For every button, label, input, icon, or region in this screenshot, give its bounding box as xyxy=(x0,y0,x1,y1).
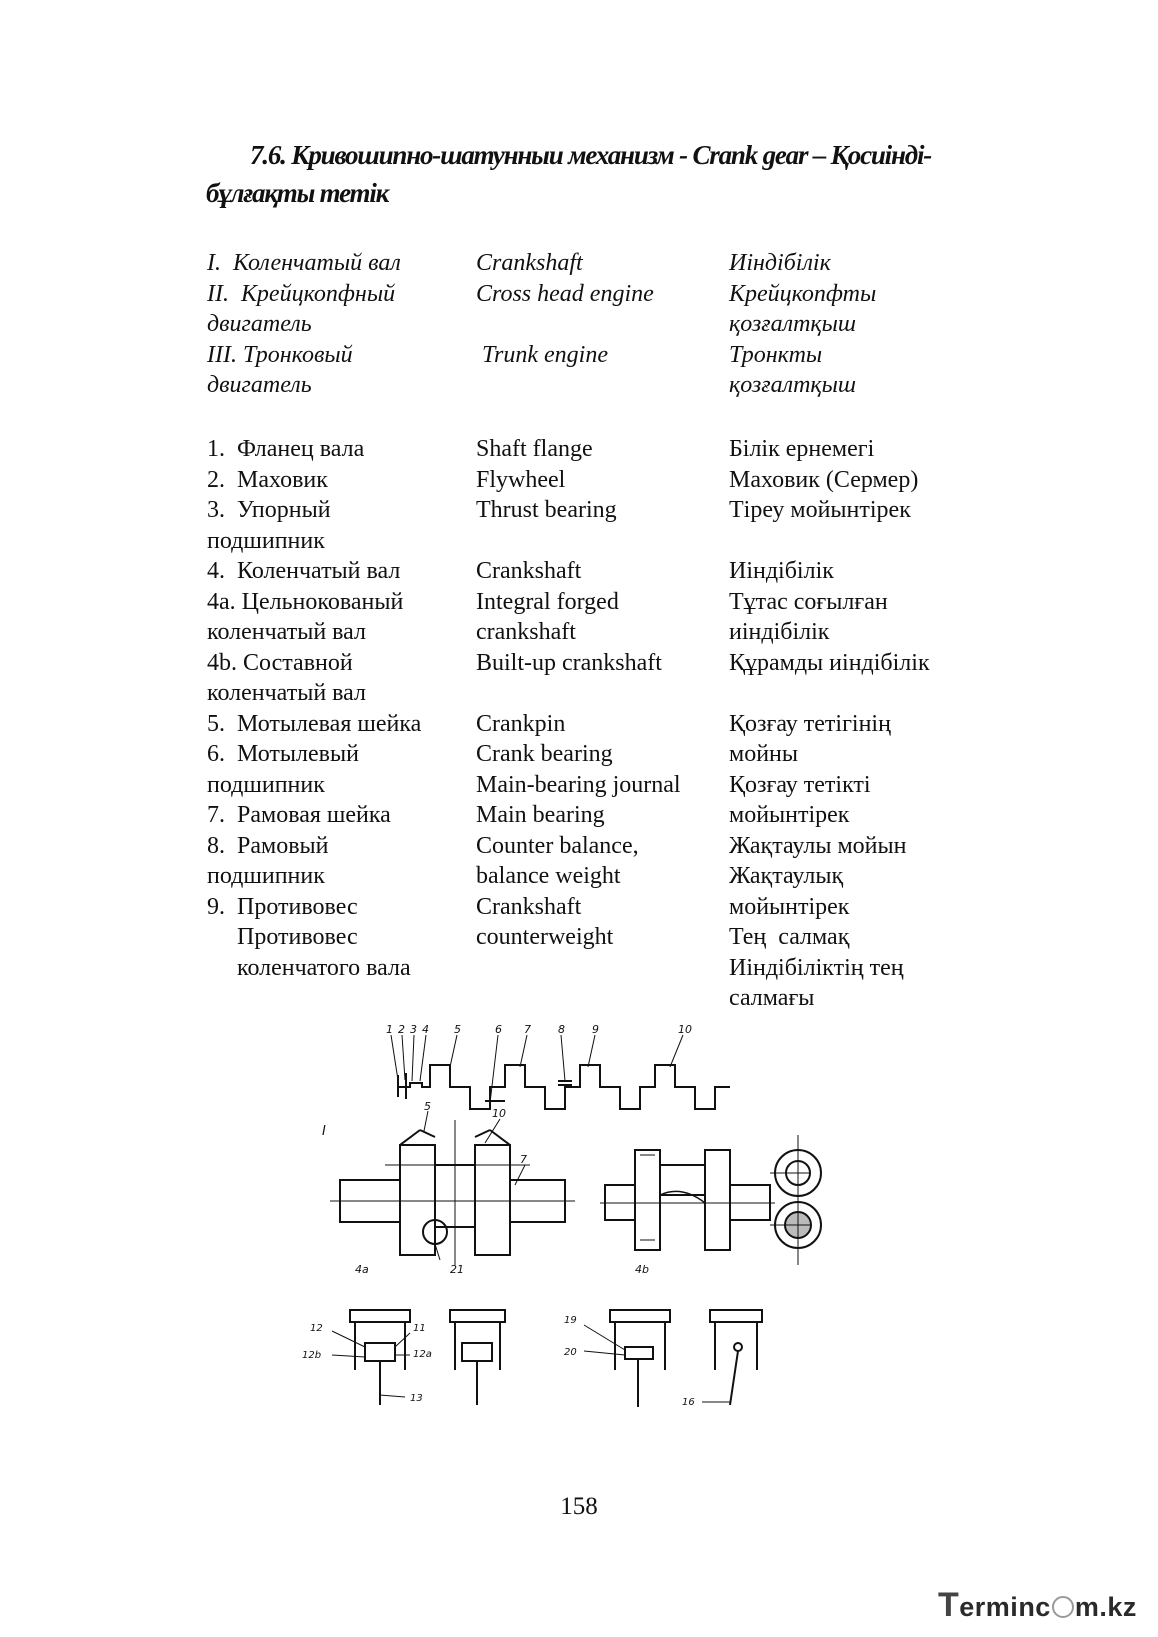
diagram-label: 6 xyxy=(495,1023,502,1036)
diagram-label: 7 xyxy=(520,1153,527,1166)
group-term-en: Cross head engine xyxy=(476,280,654,307)
diagram-label: 5 xyxy=(424,1100,431,1113)
built-up-labels xyxy=(635,1263,649,1276)
term-line: Противовес xyxy=(207,924,358,950)
term-line: 4а. Цельнокованый xyxy=(207,588,404,615)
diagram-label: 11 xyxy=(413,1323,426,1334)
term-line: Flywheel xyxy=(476,466,566,493)
page-number: 158 xyxy=(560,1493,598,1520)
diagram-label: 3 xyxy=(410,1023,417,1036)
diagram-label: 12a xyxy=(413,1349,432,1360)
group-term-ru: II. Крейцкопфный двигатель xyxy=(207,280,402,337)
term-line: Тең салмақ xyxy=(729,924,850,950)
group-term-kk: Крейцкопфты қозғалтқыш xyxy=(729,280,883,337)
term-line: crankshaft xyxy=(476,619,576,645)
group-term-kk: Иіндібілік xyxy=(729,250,831,276)
section-heading-line-1: 7.6. Кривошипно-шатунныи механизм - Crank gear – Қосиінді- xyxy=(250,140,932,170)
integral-crankshaft xyxy=(330,1120,575,1265)
term-line: 1. Фланец вала xyxy=(207,436,365,462)
piston-labels xyxy=(302,1315,695,1408)
group-term-en: Crankshaft xyxy=(476,250,583,276)
term-line: 4. Коленчатый вал xyxy=(207,558,401,584)
group-terms-kazakh xyxy=(729,248,989,401)
term-line: 9. Противовес xyxy=(207,893,358,920)
diagram-label: 9 xyxy=(592,1023,599,1036)
diagram-label: 13 xyxy=(410,1393,423,1404)
diagram-label: 16 xyxy=(682,1397,695,1408)
term-line: коленчатый вал xyxy=(207,619,367,645)
term-line: подшипник xyxy=(207,771,325,798)
crank-web-end-view xyxy=(770,1135,821,1265)
term-line: подшипник xyxy=(207,527,325,554)
group-term-kk: Тронкты қозғалтқыш xyxy=(729,341,857,398)
diagram-label: 1 xyxy=(386,1023,393,1036)
term-line: balance weight xyxy=(476,863,621,889)
term-line: 7. Рамовая шейка xyxy=(207,802,391,828)
diagram-label: 4b xyxy=(635,1263,649,1276)
diagram-label: I xyxy=(322,1124,326,1139)
terms-kazakh xyxy=(729,434,989,1014)
term-line: Integral forged xyxy=(476,588,619,615)
term-line: Тұтас соғылған xyxy=(729,588,888,615)
term-line: Жақтаулы мойын xyxy=(729,832,907,859)
diagram-label: 10 xyxy=(492,1107,506,1120)
term-line: 5. Мотылевая шейка xyxy=(207,710,422,737)
term-line: Shaft flange xyxy=(476,436,593,462)
section-heading-line-2: бұлғақты тетік xyxy=(206,178,389,208)
term-line: Құрамды иіндібілік xyxy=(729,649,930,676)
terms-english xyxy=(476,434,726,953)
integral-labels xyxy=(355,1100,527,1276)
term-line: Жақтаулық xyxy=(729,863,844,889)
group-terms-russian xyxy=(207,248,467,401)
diagram-label: 4a xyxy=(355,1263,369,1276)
term-line: Қозғау тетігінің xyxy=(729,710,891,737)
term-line: Crankshaft xyxy=(476,558,582,584)
built-up-crankshaft xyxy=(600,1150,775,1250)
term-line: 2. Маховик xyxy=(207,466,328,493)
term-line: мойны xyxy=(729,741,798,767)
diagram-label: 5 xyxy=(454,1023,461,1036)
term-line: Қозғау тетікті xyxy=(729,771,871,798)
diagram-label: 12 xyxy=(310,1323,323,1334)
term-line: Thrust bearing xyxy=(476,497,617,523)
term-line: салмағы xyxy=(729,985,815,1011)
term-line: counterweight xyxy=(476,924,614,950)
term-line: коленчатый вал xyxy=(207,680,367,706)
diagram-label: 20 xyxy=(564,1347,577,1358)
diagram-label: 10 xyxy=(678,1023,692,1036)
term-line: Crankpin xyxy=(476,710,566,737)
term-line: 3. Упорный xyxy=(207,497,331,523)
crankshaft-diagram xyxy=(302,1023,810,1445)
term-line: Crankshaft xyxy=(476,893,582,920)
term-line: Crank bearing xyxy=(476,741,613,767)
group-term-ru: III. Тронковый двигатель xyxy=(207,341,359,398)
term-line: Main bearing xyxy=(476,802,605,828)
term-line: 4b. Составной xyxy=(207,649,353,676)
term-line xyxy=(476,526,726,557)
term-line xyxy=(476,678,726,709)
term-line: 6. Мотылевый xyxy=(207,741,359,767)
diagram-label: 4 xyxy=(422,1023,429,1036)
term-line: подшипник xyxy=(207,863,325,889)
diagram-label: 2 xyxy=(398,1023,405,1036)
diagram-label: 8 xyxy=(558,1023,565,1036)
term-line xyxy=(729,678,989,709)
term-line: Тіреу мойынтірек xyxy=(729,497,911,523)
term-line: Иіндібіліктің тең xyxy=(729,954,904,981)
term-line: иіндібілік xyxy=(729,619,830,645)
term-line: коленчатого вала xyxy=(207,954,411,981)
diagram-label: 7 xyxy=(524,1023,531,1036)
term-line: 8. Рамовый xyxy=(207,832,329,859)
diagram-label: 19 xyxy=(564,1315,577,1326)
term-line: Иіндібілік xyxy=(729,558,834,584)
term-line: Built-up crankshaft xyxy=(476,649,662,676)
term-line: мойынтірек xyxy=(729,802,850,828)
group-term-ru: I. Коленчатый вал xyxy=(207,250,401,276)
term-line: мойынтірек xyxy=(729,893,850,920)
diagram-label: 21 xyxy=(450,1263,464,1276)
group-term-en: Trunk engine xyxy=(476,341,608,368)
terms-russian xyxy=(207,434,467,983)
term-line: Білік ернемегі xyxy=(729,436,875,462)
term-line: Counter balance, xyxy=(476,832,639,859)
schematic-labels xyxy=(322,1023,692,1139)
term-line: Маховик (Сермер) xyxy=(729,466,919,493)
group-terms-english xyxy=(476,248,726,370)
term-line: Main-bearing journal xyxy=(476,771,681,798)
diagram-label: 12b xyxy=(302,1350,322,1361)
piston-leaders xyxy=(332,1325,730,1402)
section-heading xyxy=(206,136,1006,212)
term-line xyxy=(729,526,989,557)
termincom-logo: Terminc m.kz xyxy=(938,1586,1137,1624)
